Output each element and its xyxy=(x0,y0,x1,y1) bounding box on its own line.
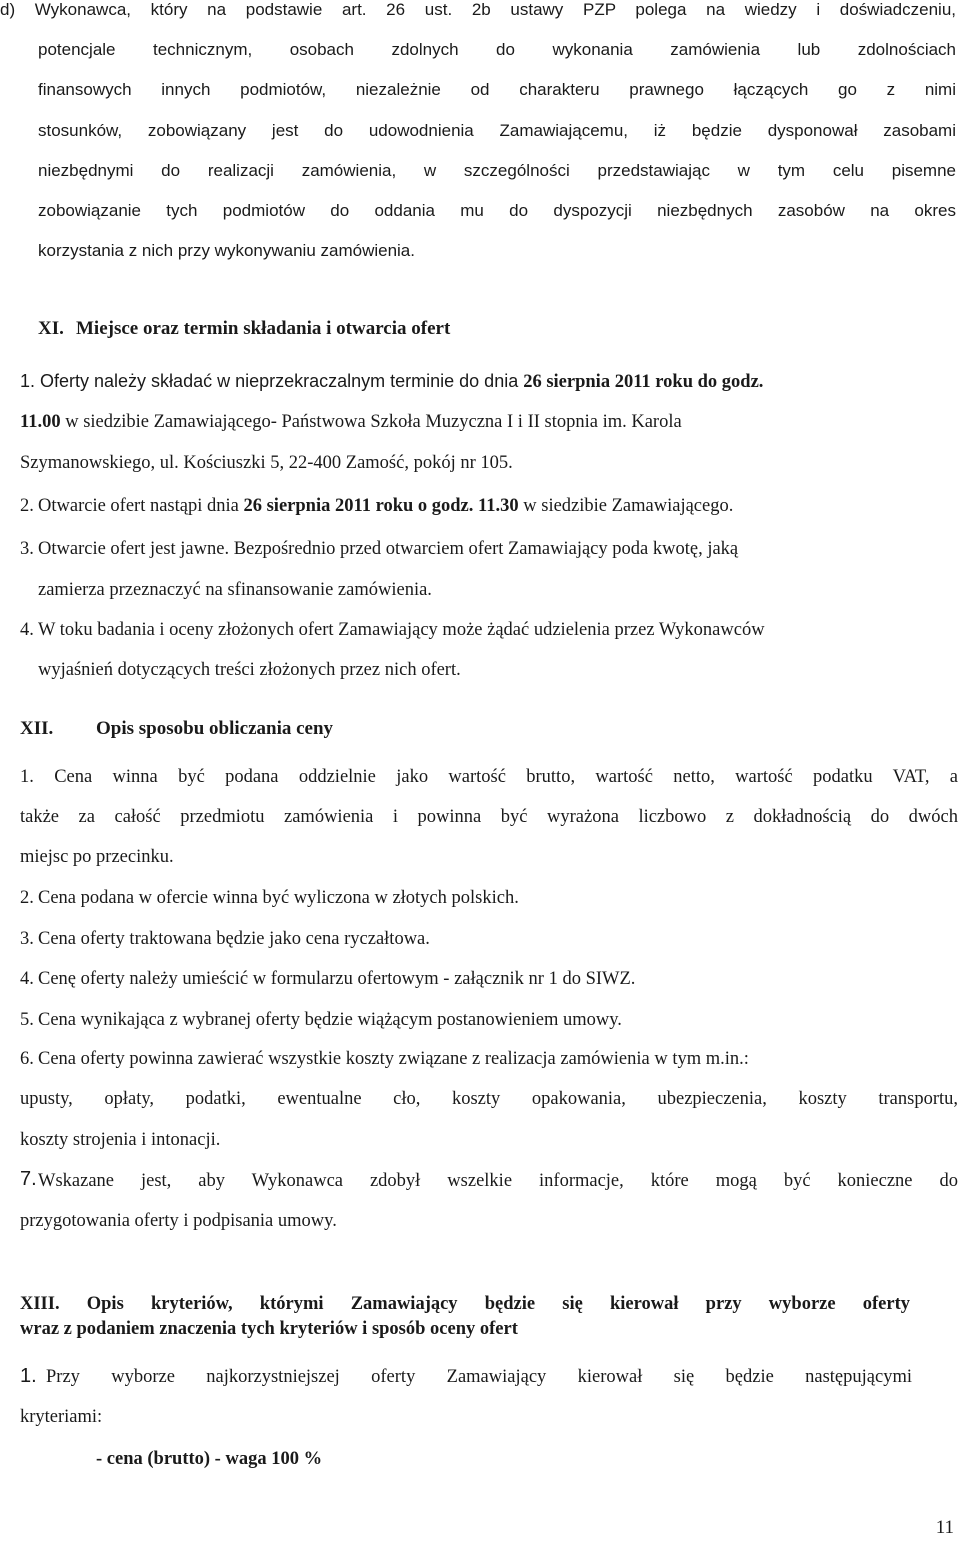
list-item xyxy=(38,496,733,517)
section-number: XII. xyxy=(20,718,54,739)
list-item-number: 3. xyxy=(20,539,34,559)
list-item-number: 2. xyxy=(20,888,34,908)
list-item-number: 1. xyxy=(20,1365,37,1387)
section-title-continuation: wraz z podaniem znaczenia tych kryteriów i sposób oceny ofert xyxy=(20,1319,518,1339)
list-item xyxy=(20,371,763,393)
list-item: Cena podana w ofercie winna być wyliczona w złotych polskich. xyxy=(38,888,519,908)
section-title: Miejsce oraz termin składania i otwarcia ofert xyxy=(76,318,451,339)
criterion: - cena (brutto) - waga 100 % xyxy=(96,1449,323,1469)
list-item-number: 2. xyxy=(20,496,34,516)
paragraph-line: stosunków, zobowiązany jest do udowodnienia Zamawiającemu, iż będzie dysponował zasobami xyxy=(38,121,956,140)
list-item-number: 7. xyxy=(20,1168,37,1190)
section-number: XI. xyxy=(38,318,64,339)
item-emphasis: 26 sierpnia 2011 roku o godz. 11.30 xyxy=(243,496,519,516)
list-item: 1. Cena winna być podana oddzielnie jako wartość brutto, wartość netto, wartość podatku VAT, a xyxy=(20,767,958,787)
list-item-continuation: miejsc po przecinku. xyxy=(20,847,174,867)
list-item-continuation: zamierza przeznaczyć na sfinansowanie zamówienia. xyxy=(38,580,432,600)
list-item: Cena wynikająca z wybranej oferty będzie wiążącym postanowieniem umowy. xyxy=(38,1010,622,1030)
paragraph-line: d) Wykonawca, który na podstawie art. 26 ust. 2b ustawy PZP polega na wiedzy i doświadczeniu, xyxy=(0,0,956,19)
item-text: w siedzibie Zamawiającego- Państwowa Szkoła Muzyczna I i II stopnia im. Karola xyxy=(60,412,682,432)
page-number: 11 xyxy=(935,1517,954,1538)
item-emphasis: 11.00 xyxy=(20,412,61,432)
list-item: Cenę oferty należy umieścić w formularzu ofertowym - załącznik nr 1 do SIWZ. xyxy=(38,969,636,989)
item-text: w siedzibie Zamawiającego. xyxy=(518,496,734,516)
list-item: Cena oferty powinna zawierać wszystkie koszty związane z realizacja zamówienia w tym m.in.: xyxy=(38,1049,749,1069)
list-item-continuation: wyjaśnień dotyczących treści złożonych przez nich ofert. xyxy=(38,660,461,680)
list-item-number: 6. xyxy=(20,1049,34,1069)
list-item-continuation: kryteriami: xyxy=(20,1407,103,1427)
list-item-number: 4. xyxy=(20,620,34,640)
paragraph-line: finansowych innych podmiotów, niezależnie od charakteru prawnego łączących go z nimi xyxy=(38,80,956,99)
list-item-continuation: przygotowania oferty i podpisania umowy. xyxy=(20,1211,337,1231)
section-title: Opis sposobu obliczania ceny xyxy=(96,718,334,739)
list-item: Otwarcie ofert jest jawne. Bezpośrednio przed otwarciem ofert Zamawiający poda kwotę, jaką xyxy=(38,539,739,559)
paragraph-line: korzystania z nich przy wykonywaniu zamówienia. xyxy=(38,241,415,260)
item-text: Otwarcie ofert nastąpi dnia xyxy=(38,496,244,516)
list-item-number: 5. xyxy=(20,1010,34,1030)
paragraph-line: niezbędnymi do realizacji zamówienia, w szczególności przedstawiając w tym celu pisemne xyxy=(38,161,956,180)
list-item-continuation: koszty strojenia i intonacji. xyxy=(20,1130,221,1150)
item-text: 1. Oferty należy składać w nieprzekraczalnym terminie do dnia xyxy=(20,371,524,391)
list-item-number: 3. xyxy=(20,929,34,949)
list-item-continuation xyxy=(20,412,682,433)
paragraph-line: zobowiązanie tych podmiotów do oddania mu do dyspozycji niezbędnych zasobów na okres xyxy=(38,201,956,220)
list-item-continuation: upusty, opłaty, podatki, ewentualne cło, koszty opakowania, ubezpieczenia, koszty transportu, xyxy=(20,1089,958,1109)
list-item-continuation: Szymanowskiego, ul. Kościuszki 5, 22-400 Zamość, pokój nr 105. xyxy=(20,453,513,473)
list-item-continuation: także za całość przedmiotu zamówienia i powinna być wyrażona liczbowo z dokładnością do dwóch xyxy=(20,807,958,827)
paragraph-line: potencjale technicznym, osobach zdolnych do wykonania zamówienia lub zdolnościach xyxy=(38,40,956,59)
item-emphasis: 26 sierpnia 2011 roku do godz. xyxy=(523,372,764,392)
list-item: Cena oferty traktowana będzie jako cena ryczałtowa. xyxy=(38,929,430,949)
list-item-number: 4. xyxy=(20,969,34,989)
list-item: W toku badania i oceny złożonych ofert Zamawiający może żądać udzielenia przez Wykonawców xyxy=(38,620,765,640)
section-title: XIII. Opis kryteriów, którymi Zamawiający będzie się kierował przy wyborze oferty xyxy=(20,1294,910,1314)
list-item: Wskazane jest, aby Wykonawca zdobył wszelkie informacje, które mogą być konieczne do xyxy=(38,1171,958,1191)
list-item: Przy wyborze najkorzystniejszej oferty Zamawiający kierował się będzie następującymi xyxy=(46,1367,912,1387)
